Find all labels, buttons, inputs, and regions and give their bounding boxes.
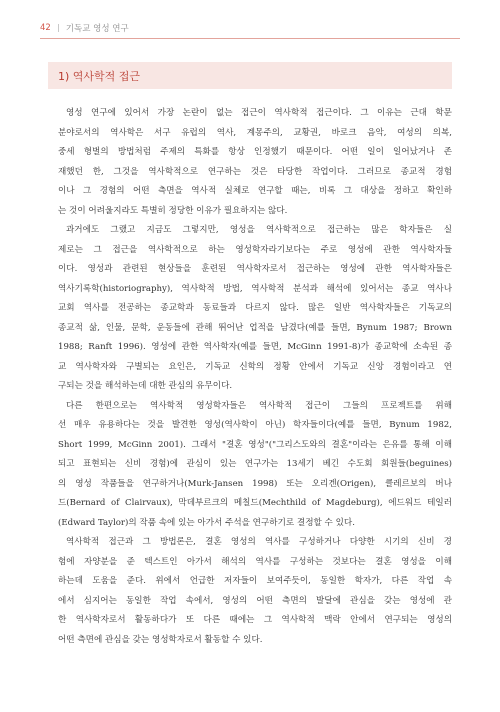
section-heading: 1) 역사학적 접근 bbox=[58, 69, 141, 83]
paragraph bbox=[58, 104, 452, 221]
text-line: (Edward Taylor)의 작품 속에 있는 아가서 주석을 연구하기로 결정할 수 있다. bbox=[58, 517, 355, 528]
text-line: 되고 표현되는 신비 경험)에 관심이 있는 연구가는 13세기 베긴 수도회 회원들(beguines) bbox=[58, 459, 452, 469]
text-line: Short 1999, McGinn 2001). 그래서 "결혼 영성"("그리스도와의 결혼"이라는 은유를 통해 이해 bbox=[58, 439, 452, 450]
text-line: 역사기록학(historiography), 역사학적 방법, 역사학적 분석과 해석에 있어서는 종교 역사나 bbox=[58, 283, 452, 294]
text-line: 드(Bernard of Clairvaux), 막데부르크의 메칠드(Mechthild of Magdeburg), 에드워드 테일러 bbox=[58, 498, 452, 508]
book-title: 기독교 영성 연구 bbox=[65, 24, 129, 34]
text-line: 분야로서의 역사학은 서구 유럽의 역사, 계몽주의, 교황권, 바로크 음악, 여성의 의복, bbox=[58, 127, 452, 138]
text-line: 중세 형벌의 방법처럼 주제의 특화를 항상 인정했기 때문이다. 어떤 일이 일어났거나 존 bbox=[58, 147, 452, 157]
text-line: 선 매우 유용하다는 것을 발견한 영성(역사학이 아닌) 학자들이다(예를 들면, Bynum 1982, bbox=[58, 420, 452, 430]
paragraph bbox=[58, 397, 452, 534]
text-line: 험에 자양분을 준 텍스트인 아가서 해석의 역사를 구성하는 것보다는 결혼 영성을 이해 bbox=[58, 556, 452, 567]
running-header bbox=[40, 22, 129, 34]
text-line: 에서 심지어는 동일한 작업 속에서, 영성의 어떤 측면의 발달에 관심을 갖는 영성에 관 bbox=[58, 595, 452, 606]
text-line: 교회 역사를 전공하는 종교학과 동료들과 다르지 않다. 많은 일반 역사학자들은 기독교의 bbox=[58, 303, 452, 313]
text-line: 이다. 영성과 관련된 현상들을 훈련된 역사학자로서 접근하는 영성에 관한 역사학자들은 bbox=[58, 264, 452, 274]
header-divider bbox=[58, 24, 59, 32]
text-line: 구되는 것을 해석하는데 대한 관심의 유무이다. bbox=[58, 381, 233, 391]
body-text bbox=[58, 104, 452, 650]
text-line: 교 역사학자와 구별되는 요인은, 기독교 신학의 정황 안에서 기독교 신앙 경험이라고 연 bbox=[58, 361, 452, 372]
text-line: 제로는 그 접근을 역사학적으로 하는 영성학자라기보다는 주로 영성에 관한 역사학자들 bbox=[58, 244, 452, 255]
text-line: 이나 그 경험의 어떤 측면을 역사적 실체로 연구할 때는, 비록 그 대상을 정하고 확인하 bbox=[58, 186, 452, 196]
text-line: 의 영성 작품들을 연구하거나(Murk-Jansen 1998) 또는 오리겐(Origen), 클레르보의 버나 bbox=[58, 478, 452, 489]
page-number: 42 bbox=[40, 23, 51, 33]
text-line: 는 것이 어려울지라도 특별히 정당한 이유가 필요하지는 않다. bbox=[58, 205, 288, 216]
text-line: 다른 한편으로는 역사학적 영성학자들은 역사학적 접근이 그들의 프로젝트를 위해 bbox=[66, 400, 452, 411]
text-line: 과거에도 그랬고 지금도 그렇지만, 영성을 역사학적으로 접근하는 많은 학자들은 실 bbox=[66, 225, 452, 235]
text-line: 재했던 한, 그것을 역사학적으로 연구하는 것은 타당한 작업이다. 그러므로 종교적 경험 bbox=[58, 166, 452, 177]
text-line: 어떤 측면에 관심을 갖는 영성학자로서 활동할 수 있다. bbox=[58, 634, 263, 645]
text-line: 역사학적 접근과 그 방법론은, 결혼 영성의 역사를 구성하거나 다양한 시기의 신비 경 bbox=[66, 537, 452, 547]
paragraph bbox=[58, 221, 452, 397]
section-heading-box bbox=[48, 62, 452, 89]
text-line: 하는데 도움을 준다. 위에서 언급한 저자들이 보여주듯이, 동일한 학자가, 다른 작업 속 bbox=[58, 576, 452, 586]
text-line: 1988; Ranft 1996). 영성에 관한 역사학자(예를 들면, McGinn 1991-8)가 종교학에 소속된 종 bbox=[58, 342, 452, 352]
text-line: 종교적 삶, 인물, 문학, 운동들에 관해 뛰어난 업적을 남겼다(예를 들면, Bynum 1987; Brown bbox=[58, 322, 452, 333]
text-line: 한 역사학자로서 활동하다가 또 다른 때에는 그 역사학적 맥락 안에서 연구되는 영성의 bbox=[58, 615, 452, 625]
paragraph bbox=[58, 533, 452, 650]
header-rule bbox=[40, 38, 460, 39]
text-line: 영성 연구에 있어서 가장 논란이 없는 접근이 역사학적 접근이다. 그 이유는 근대 학문 bbox=[66, 108, 452, 118]
